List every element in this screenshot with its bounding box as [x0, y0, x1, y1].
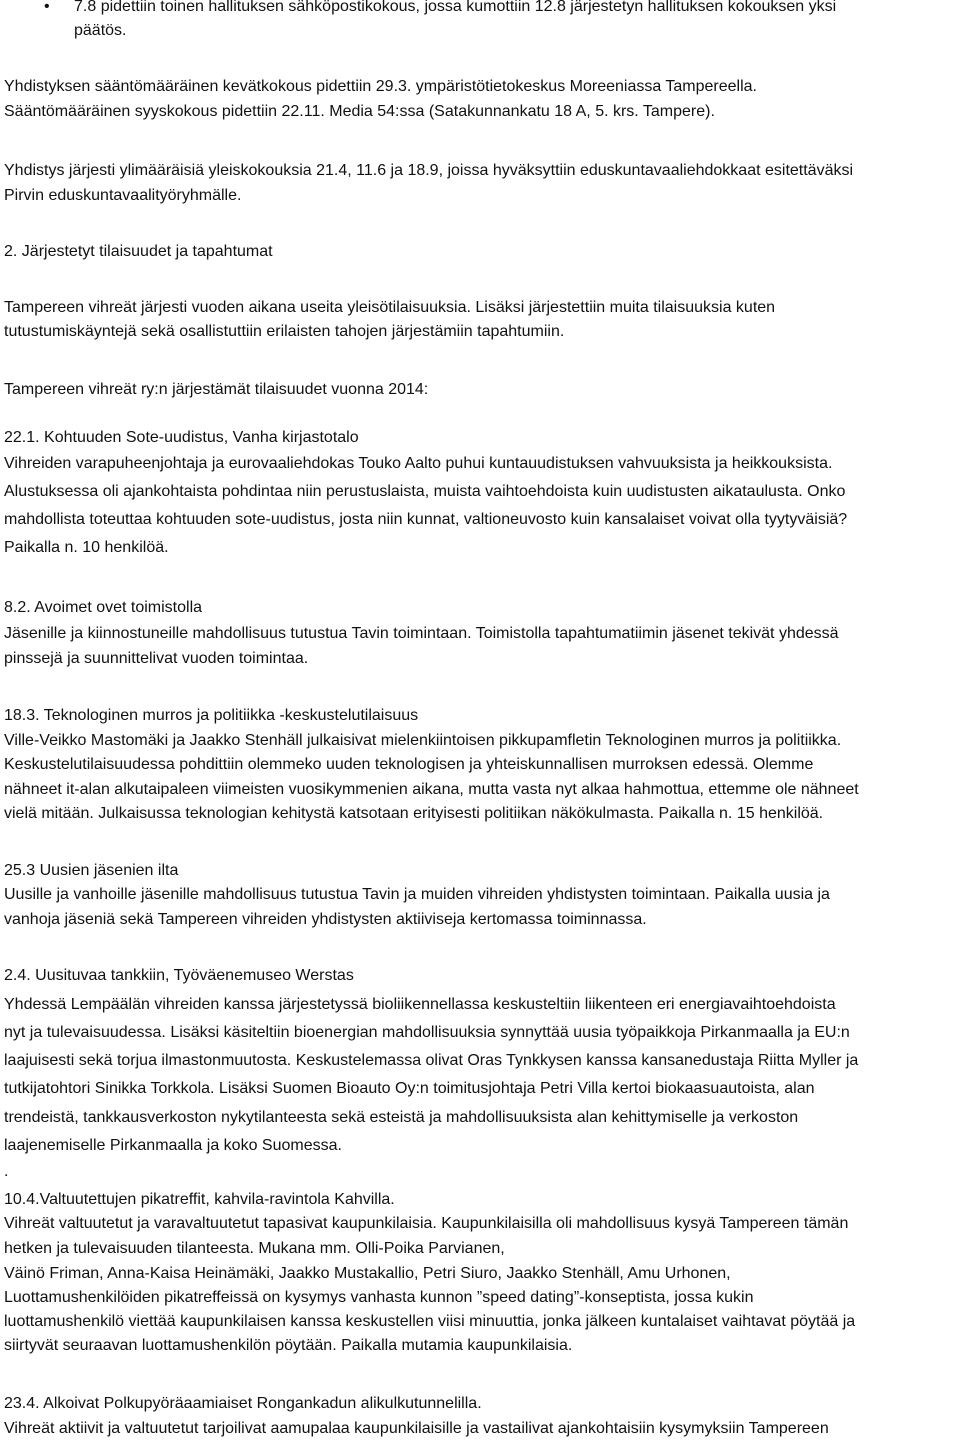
event-text-line: Vihreät aktiivit ja valtuutetut tarjoilivat aamupalaa kaupunkilaisille ja vastailivat ajankohtaisiin kysymyksiin Tampereen	[4, 1420, 829, 1437]
event-text-line: pinssejä ja suunnittelivat vuoden toimintaa.	[4, 650, 309, 667]
event-text-line: Alustuksessa oli ajankohtaista pohdintaa niin perustuslaista, muista vaihtoehdoista kuin uudistusten aikataulusta. Onko	[4, 483, 846, 500]
event-text-line: Paikalla n. 10 henkilöä.	[4, 539, 169, 556]
event-text-line: Keskustelutilaisuudessa pohdittiin olemmeko uuden teknologisen ja yhteiskunnallisen murroksen edessä. Olemme	[4, 756, 814, 773]
event-text-line: hetken ja tulevaisuuden tilanteesta. Mukana mm. Olli-Poika Parvianen,	[4, 1240, 505, 1257]
event-text-line: nyt ja tulevaisuudessa. Lisäksi käsiteltiin bioenergian mahdollisuuksia synnyttää uusia työpaikkoja Pirkanmaalla ja EU:n	[4, 1024, 850, 1041]
event-title: 22.1. Kohtuuden Sote-uudistus, Vanha kirjastotalo	[4, 429, 359, 446]
event-title: 10.4.Valtuutettujen pikatreffit, kahvila-ravintola Kahvilla.	[4, 1191, 395, 1208]
section-heading: 2. Järjestetyt tilaisuudet ja tapahtumat	[4, 243, 273, 260]
event-title: 2.4. Uusituvaa tankkiin, Työväenemuseo Werstas	[4, 967, 354, 984]
event-text-line: Yhdessä Lempäälän vihreiden kanssa järjestetyssä bioliikennellassa keskusteltiin liikenteen eri energiavaihtoehdoista	[4, 996, 836, 1013]
event-text-line: mahdollista toteuttaa kohtuuden sote-uudistus, josta niin kunnat, valtioneuvosto kuin kansalaiset voivat olla tyytyväisiä?	[4, 511, 848, 528]
event-text-line: vanhoja jäseniä sekä Tampereen vihreiden yhdistysten aktiiviseja kertomassa toiminnassa.	[4, 911, 647, 928]
event-text-line: laajenemiselle Pirkanmaalla ja koko Suomessa.	[4, 1137, 342, 1154]
event-title: 23.4. Alkoivat Polkupyöräaamiaiset Rongankadun alikulkutunnelilla.	[4, 1395, 482, 1412]
event-text-line: nähneet it-alan alkutaipaleen viimeisten vuosikymmenien aikana, mutta vasta nyt alkaa hahmottua, ettemme ole nähneet	[4, 781, 859, 798]
event-text-line: trendeistä, tankkausverkoston nykytilanteesta sekä esteistä ja mahdollisuuksista alan kehittymiselle ja verkoston	[4, 1109, 799, 1126]
event-text-line: laajuisesti sekä torjua ilmastonmuutosta. Keskustelemassa olivat Oras Tynkkysen kanssa kansanedustaja Riitta Myller ja	[4, 1052, 859, 1069]
event-text-line: Ville-Veikko Mastomäki ja Jaakko Stenhäll julkaisivat mielenkiintoisen pikkupamfletin Teknologinen murros ja politiikka.	[4, 732, 842, 749]
paragraph-line: Sääntömääräinen syyskokous pidettiin 22.11. Media 54:ssa (Satakunnankatu 18 A, 5. krs. Tampere).	[4, 103, 715, 120]
paragraph-line: tutustumiskäyntejä sekä osallistuttiin erilaisten tahojen järjestämiin tapahtumiin.	[4, 323, 565, 340]
bullet-marker: •	[44, 0, 50, 15]
events-heading: Tampereen vihreät ry:n järjestämät tilaisuudet vuonna 2014:	[4, 381, 429, 398]
event-text-line: .	[4, 1163, 9, 1180]
bullet-text-line: päätös.	[74, 22, 127, 39]
paragraph-line: Yhdistyksen sääntömääräinen kevätkokous pidettiin 29.3. ympäristötietokeskus Moreeniassa Tampereella.	[4, 78, 757, 95]
paragraph-line: Tampereen vihreät järjesti vuoden aikana useita yleisötilaisuuksia. Lisäksi järjestettiin muita tilaisuuksia kuten	[4, 299, 776, 316]
event-text-line: Väinö Friman, Anna-Kaisa Heinämäki, Jaakko Mustakallio, Petri Siuro, Jaakko Stenhäll, Amu Urhonen,	[4, 1265, 731, 1282]
event-text-line: Uusille ja vanhoille jäsenille mahdollisuus tutustua Tavin ja muiden vihreiden yhdistysten toimintaan. Paikalla uusia ja	[4, 886, 830, 903]
paragraph-line: Yhdistys järjesti ylimääräisiä yleiskokouksia 21.4, 11.6 ja 18.9, joissa hyväksyttiin eduskuntavaaliehdokkaat esitettäväksi	[4, 162, 854, 179]
event-text-line: Vihreät valtuutetut ja varavaltuutetut tapasivat kaupunkilaisia. Kaupunkilaisilla oli mahdollisuus kysyä Tampereen tämän	[4, 1215, 849, 1232]
event-text-line: tutkijatohtori Sinikka Torkkola. Lisäksi Suomen Bioauto Oy:n toimitusjohtaja Petri Villa kertoi biokaasuautoista, alan	[4, 1080, 815, 1097]
event-title: 18.3. Teknologinen murros ja politiikka -keskustelutilaisuus	[4, 707, 419, 724]
event-text-line: luottamushenkilö viettää kaupunkilaisen kanssa keskustellen viisi minuuttia, jonka jälkeen kuntalaiset vaihtavat pöytää ja	[4, 1313, 856, 1330]
event-text-line: Vihreiden varapuheenjohtaja ja eurovaaliehdokas Touko Aalto puhui kuntauudistuksen vahvuuksista ja heikkouksista.	[4, 455, 833, 472]
paragraph-line: Pirvin eduskuntavaalityöryhmälle.	[4, 187, 242, 204]
event-text-line: Jäsenille ja kiinnostuneille mahdollisuus tutustua Tavin toimintaan. Toimistolla tapahtumatiimin jäsenet tekivät yhdessä	[4, 625, 839, 642]
event-title: 25.3 Uusien jäsenien ilta	[4, 862, 179, 879]
bullet-text-line: 7.8 pidettiin toinen hallituksen sähköpostikokous, jossa kumottiin 12.8 järjestetyn hallituksen kokouksen yksi	[74, 0, 837, 15]
event-title: 8.2. Avoimet ovet toimistolla	[4, 599, 203, 616]
event-text-line: siirtyvät seuraavan luottamushenkilön pöytään. Paikalla mutamia kaupunkilaisia.	[4, 1337, 573, 1354]
event-text-line: vielä mitään. Julkaisussa teknologian kehitystä katsotaan erityisesti politiikan näkökulmasta. Paikalla n. 15 henkilöä.	[4, 805, 824, 822]
event-text-line: Luottamushenkilöiden pikatreffeissä on kysymys vanhasta kunnon ”speed dating”-konseptista, jossa kukin	[4, 1289, 754, 1306]
